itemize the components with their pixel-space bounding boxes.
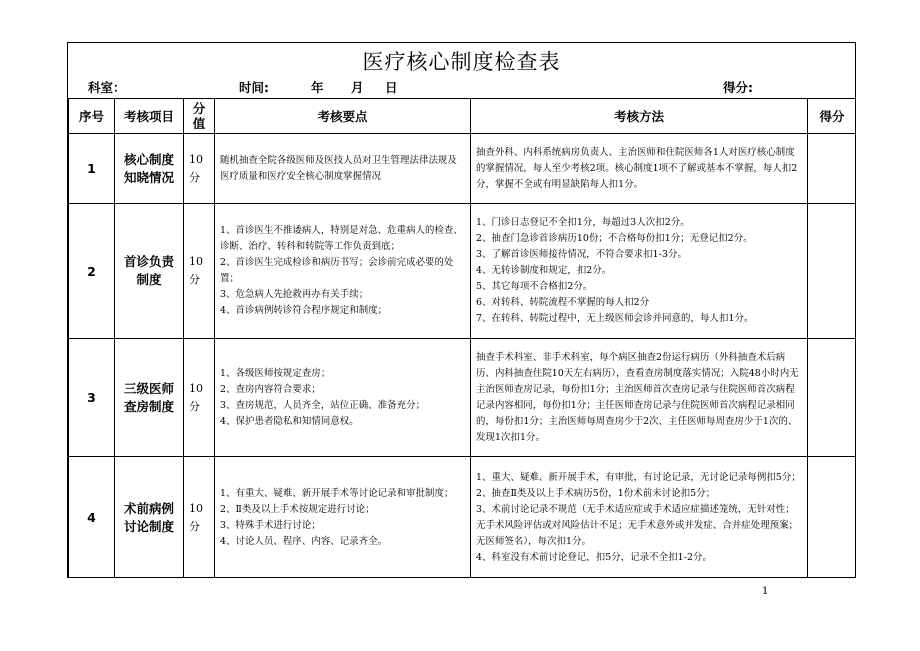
- inspection-sheet: [67, 42, 856, 578]
- row-method: 1、重大、疑难、新开展手术，有审批，有讨论记录，无讨论记录每例扣5分； 2、抽查Ⅱ类及以上手术病历5份，1份术前未讨论扣5分； 3、术前讨论记录不规范（无手术适应症或手术适应症描述笼统，无针对性；无手术风险评估或对风险估计不足；无手术意外或并发症、合并症处理预案；无医师签名），每次扣1分。 4、科室没有术前讨论登记，扣5分，记录不全扣1-2分。: [471, 457, 808, 579]
- header-points: 考核要点: [215, 99, 471, 134]
- header-no: 序号: [69, 99, 115, 134]
- row-points: 随机抽查全院各级医师及医技人员对卫生管理法律法规及医疗质量和医疗安全核心制度掌握情况: [215, 134, 471, 204]
- month-label: 月: [351, 80, 364, 95]
- row-number: 1: [69, 134, 115, 204]
- row-item: 首诊负责 制度: [115, 204, 184, 339]
- day-label: 日: [385, 80, 398, 95]
- row-score: 10 分: [184, 204, 215, 339]
- row-score: 10 分: [184, 134, 215, 204]
- row-item: 术前病例 讨论制度: [115, 457, 184, 579]
- header-method: 考核方法: [471, 99, 808, 134]
- dept-label: 科室：: [88, 80, 126, 95]
- time-label: 时间:: [239, 80, 269, 95]
- row-points: 1、各级医师按规定查房； 2、查房内容符合要求； 3、查房规范，人员齐全，站位正确、准备充分； 4、保护患者隐私和知情同意权。: [215, 339, 471, 457]
- row-got-cell: [808, 457, 857, 579]
- row-score: 10 分: [184, 457, 215, 579]
- score-label: 得分:: [723, 80, 753, 95]
- row-method: 抽查外科、内科系统病房负责人、主治医师和住院医师各1人对医疗核心制度的掌握情况，每人至少考核2项。核心制度1项不了解或基本不掌握，每人扣2分，掌握不全或有明显缺陷每人扣1分。: [471, 134, 808, 204]
- document-title: 医疗核心制度检查表: [362, 50, 561, 74]
- row-number: 2: [69, 204, 115, 339]
- row-item: 三级医师 查房制度: [115, 339, 184, 457]
- header-row: [69, 99, 857, 134]
- row-number: 3: [69, 339, 115, 457]
- table-row: [69, 339, 857, 457]
- inspection-table: [68, 98, 856, 578]
- row-points: 1、首诊医生不推诿病人，特别是对急、危重病人的检查、诊断、治疗、转科和转院等工作负责到底； 2、首诊医生完成检诊和病历书写；会诊前完成必要的处置； 3、危急病人先抢救再办有关手续； 4、首诊病例转诊符合程序规定和制度；: [215, 204, 471, 339]
- header-score: 分 值: [184, 99, 215, 134]
- row-item: 核心制度 知晓情况: [115, 134, 184, 204]
- page-number: 1: [762, 586, 769, 597]
- row-got-cell: [808, 204, 857, 339]
- table-row: [69, 457, 857, 579]
- row-got-cell: [808, 339, 857, 457]
- header-item: 考核项目: [115, 99, 184, 134]
- row-method: 抽查手术科室、非手术科室，每个病区抽查2份运行病历（外科抽查术后病历、内科抽查住院10天左右病历），查看查房制度落实情况；入院48小时内无主治医师查房记录，每份扣1分；主治医师首次查房记录与住院医师首次病程记录内容相同，每份扣1分；主任医师查房记录与住院医师首次病程记录相同的，每份扣1分；主治医师每周查房少于2次、主任医师每周查房少于1次的、发现1次扣1分。: [471, 339, 808, 457]
- row-score: 10 分: [184, 339, 215, 457]
- row-method: 1、门诊日志登记不全扣1分，每超过3人次扣2分。 2、抽查门急诊首诊病历10份；不合格每份扣1分；无登记扣2分。 3、了解首诊医师接待情况，不符合要求扣1-3分。 4、无转诊制度和规定，扣2分。 5、其它每项不合格扣2分。 6、对转科、转院流程不掌握的每人扣2分 7、在转科、转院过程中，无上级医师会诊并同意的，每人扣1分。: [471, 204, 808, 339]
- row-points: 1、有重大、疑难、新开展手术等讨论记录和审批制度； 2、Ⅱ类及以上手术按规定进行讨论； 3、特殊手术进行讨论； 4、讨论人员、程序、内容、记录齐全。: [215, 457, 471, 579]
- table-row: [69, 204, 857, 339]
- table-row: [69, 134, 857, 204]
- year-label: 年: [311, 80, 324, 95]
- row-number: 4: [69, 457, 115, 579]
- row-got-cell: [808, 134, 857, 204]
- header-got: 得分: [808, 99, 857, 134]
